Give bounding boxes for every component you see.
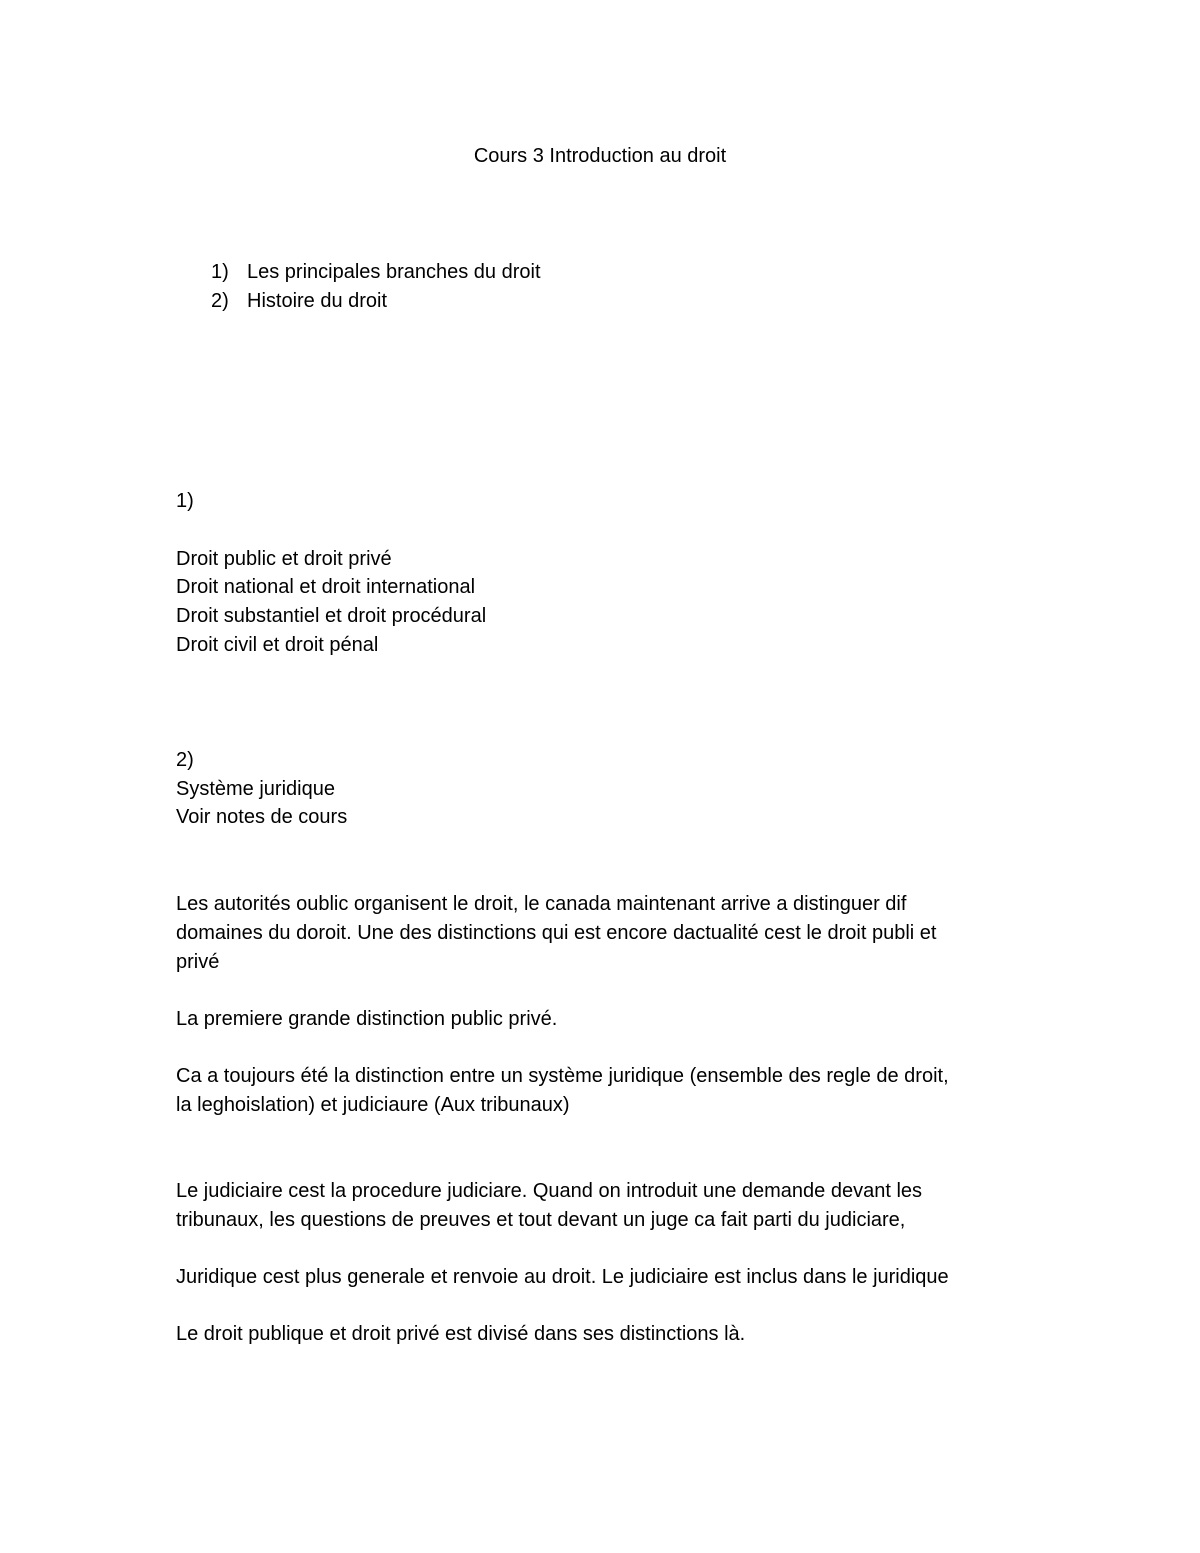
section-2-line: Système juridique <box>176 778 335 800</box>
paragraph-line: Ca a toujours été la distinction entre un système juridique (ensemble des regle de droit, <box>176 1065 949 1087</box>
paragraph-line: la leghoislation) et judiciaure (Aux tribunaux) <box>176 1094 570 1116</box>
paragraph-line: domaines du doroit. Une des distinctions qui est encore dactualité cest le droit publi et <box>176 922 937 944</box>
section-1-item: Droit national et droit international <box>176 576 476 598</box>
outline-text: Histoire du droit <box>247 290 388 312</box>
outline-item-2 <box>211 287 387 316</box>
section-2-heading: 2) <box>176 749 194 771</box>
section-1-item: Droit civil et droit pénal <box>176 634 379 656</box>
outline-number: 1) <box>211 261 229 283</box>
paragraph-line: La premiere grande distinction public privé. <box>176 1008 558 1030</box>
section-1-item: Droit public et droit privé <box>176 548 392 570</box>
outline-text: Les principales branches du droit <box>247 261 541 283</box>
section-2-line: Voir notes de cours <box>176 806 348 828</box>
paragraph-line: Les autorités oublic organisent le droit, le canada maintenant arrive a distinguer dif <box>176 893 907 915</box>
paragraph-line: Le droit publique et droit privé est divisé dans ses distinctions là. <box>176 1323 746 1345</box>
section-1-item: Droit substantiel et droit procédural <box>176 605 487 627</box>
paragraph-line: Le judiciaire cest la procedure judiciare. Quand on introduit une demande devant les <box>176 1180 923 1202</box>
paragraph-line: privé <box>176 951 220 973</box>
section-1-heading: 1) <box>176 490 194 512</box>
outline-item-1 <box>211 258 541 287</box>
document-title: Cours 3 Introduction au droit <box>473 145 727 167</box>
outline-number: 2) <box>211 290 229 312</box>
paragraph-line: Juridique cest plus generale et renvoie au droit. Le judiciaire est inclus dans le juridique <box>176 1266 949 1288</box>
paragraph-line: tribunaux, les questions de preuves et tout devant un juge ca fait parti du judiciare, <box>176 1209 906 1231</box>
